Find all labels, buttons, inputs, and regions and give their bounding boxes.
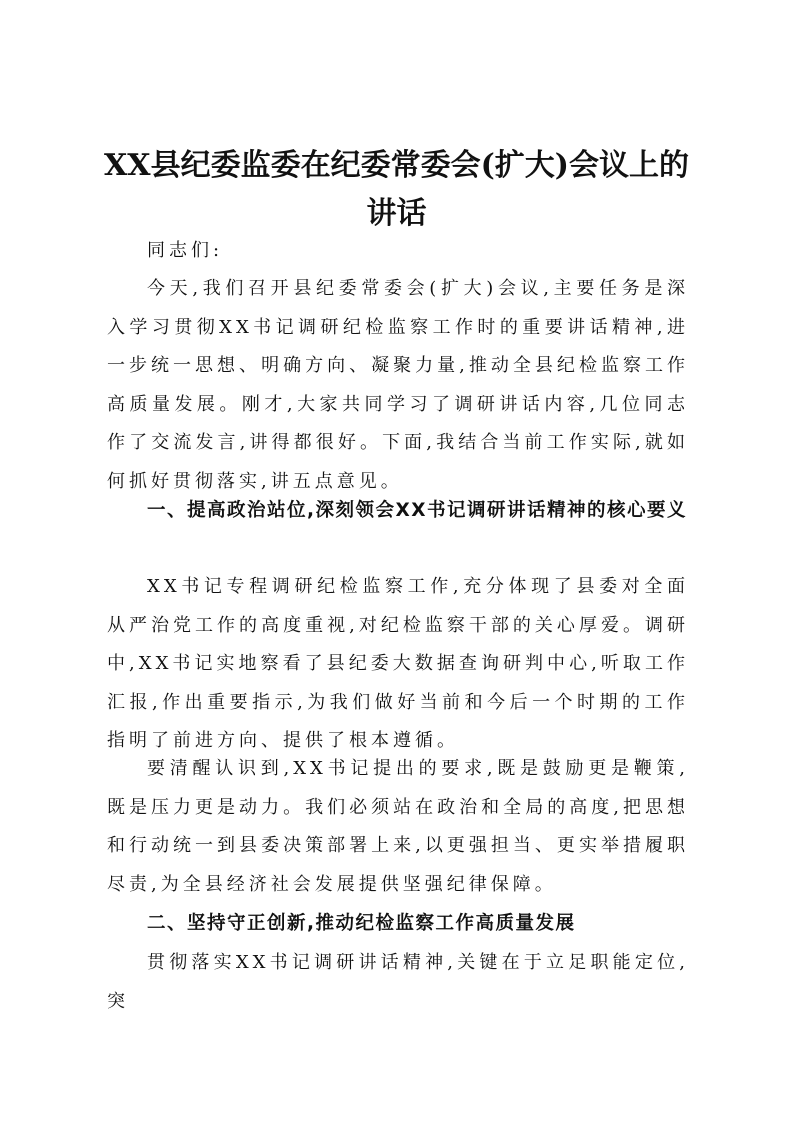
paragraph-section-2-a: 贯彻落实XX书记调研讲话精神,关键在于立足职能定位,突 <box>107 952 689 1012</box>
paragraph-introduction: 今天,我们召开县纪委常委会(扩大)会议,主要任务是深入学习贯彻XX书记调研纪检监察工作时的重要讲话精神,进一步统一思想、明确方向、凝聚力量,推动全县纪检监察工作高质量发展。刚才,大家共同学习了调研讲话内容,几位同志作了交流发言,讲得都很好。下面,我结合当前工作实际,就如何抓好贯彻落实,讲五点意见。 <box>107 278 689 492</box>
section-heading-2: 二、坚持守正创新,推动纪检监察工作高质量发展 <box>147 913 576 934</box>
paragraph-section-1-a: XX书记专程调研纪检监察工作,充分体现了县委对全面从严治党工作的高度重视,对纪检监察干部的关心厚爱。调研中,XX书记实地察看了县纪委大数据查询研判中心,听取工作汇报,作出重要指示,为我们做好当前和今后一个时期的工作指明了前进方向、提供了根本遵循。 <box>107 576 689 751</box>
document-title-line-2: 讲话 <box>366 196 427 231</box>
paragraph-section-1-b: 要清醒认识到,XX书记提出的要求,既是鼓励更是鞭策,既是压力更是动力。我们必须站在政治和全局的高度,把思想和行动统一到县委决策部署上来,以更强担当、更实举措履职尽责,为全县经济社会发展提供坚强纪律保障。 <box>107 758 689 895</box>
document-title-line-1: XX县纪委监委在纪委常委会(扩大)会议上的 <box>104 148 689 183</box>
salutation: 同志们: <box>147 240 224 261</box>
section-heading-1: 一、提高政治站位,深刻领会XX书记调研讲话精神的核心要义 <box>147 500 688 521</box>
